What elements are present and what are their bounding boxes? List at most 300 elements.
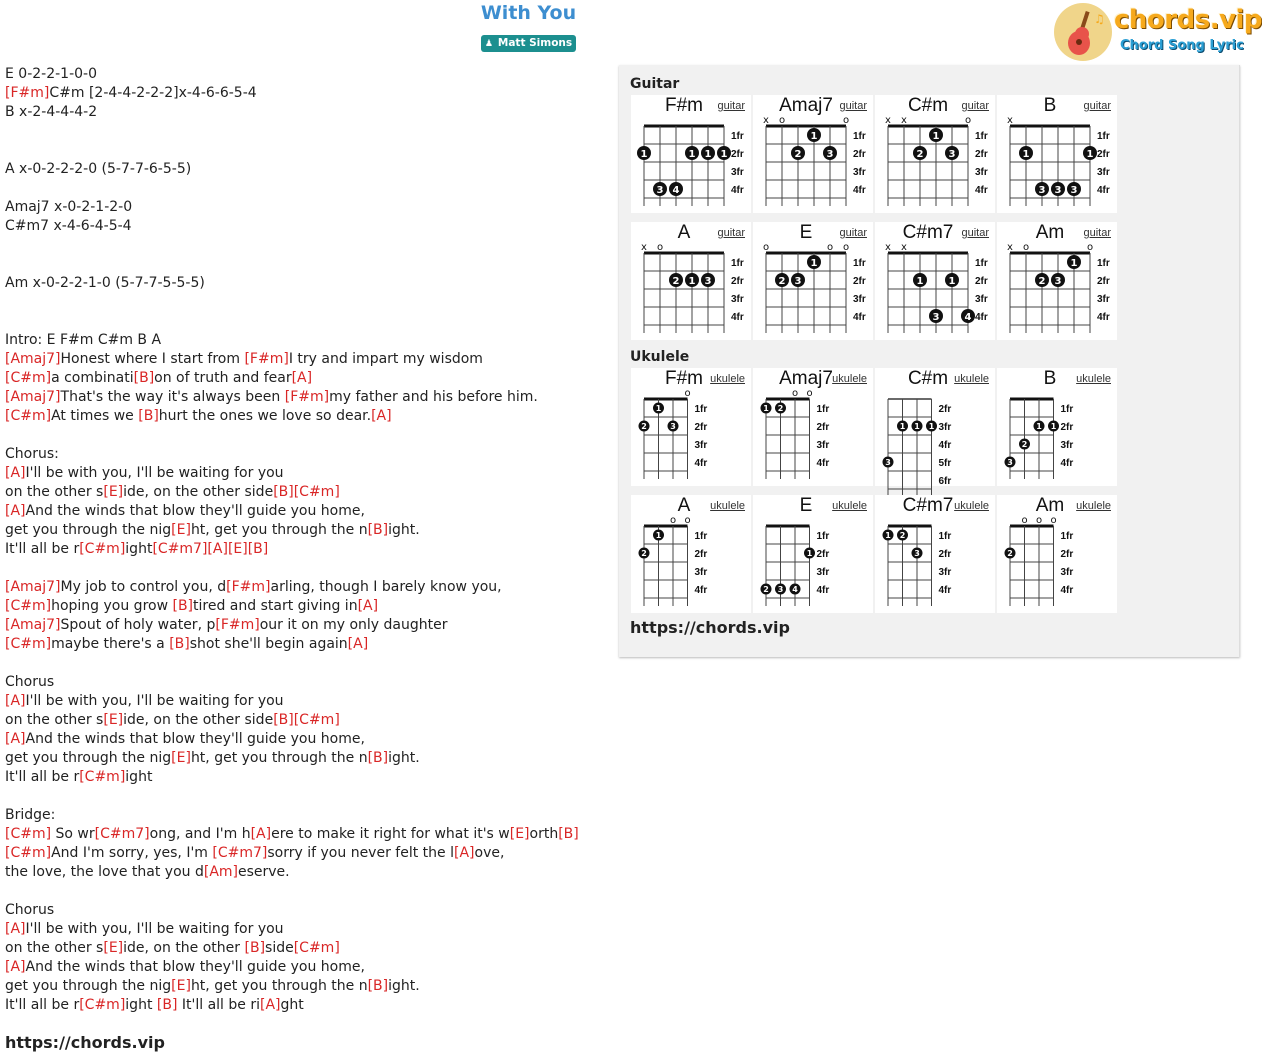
instrument-link[interactable]: guitar [1083,100,1111,112]
lyric-line [5,863,605,882]
fretboard-grid [753,495,873,613]
fret-number: 3fr [1097,167,1110,178]
chord-link[interactable]: [Amaj7] [5,389,61,405]
lyric-text: my father and his before him. [329,389,538,405]
fret-number: 1fr [694,404,708,415]
chord-link[interactable]: [A] [371,408,392,424]
chord-name: E [799,495,813,516]
chord-link[interactable]: [A] [453,845,475,861]
finger-number: 2 [778,276,786,287]
fret-number: 2fr [1060,422,1074,433]
lyric-text: hurt the ones we love so dear. [158,408,372,424]
chord-link[interactable]: [F#m] [226,579,271,595]
lyric-text: And the winds that blow they'll guide you home, [25,959,365,975]
lyric-text: Chorus [5,674,55,690]
fret-number: 3fr [853,294,866,305]
lyric-text: hoping you grow [51,598,173,614]
lyric-text: It'll all be r [5,769,80,785]
lyric-text: the love, the love that you d [5,864,204,880]
lyric-line [5,274,605,293]
chord-link[interactable]: [C#m7] [152,541,208,557]
chord-link[interactable]: [A] [5,731,26,747]
chord-link[interactable]: [A] [5,693,26,709]
chord-link[interactable]: [A] [5,959,26,975]
chord-link[interactable]: [B] [172,598,194,614]
song-title: With You [480,2,577,24]
lyric-text: A x-0-2-2-2-0 (5-7-7-6-5-5) [5,161,192,177]
lyric-text: eserve. [238,864,290,880]
finger-number: 1 [1036,422,1042,431]
finger-number: 3 [1038,185,1046,196]
fret-number: 4fr [1060,585,1074,596]
site-logo[interactable] [1054,3,1262,61]
lyric-line [5,331,605,350]
lyric-line [5,616,605,635]
chord-link[interactable]: [A] [5,503,26,519]
chord-link[interactable]: [E] [227,541,248,557]
lyric-line [5,540,605,559]
chord-link[interactable]: [E] [103,484,124,500]
finger-number: 3 [932,312,940,323]
lyric-line [5,293,605,312]
chord-name: C#m [907,368,949,389]
ukulele-chord-diagram-b[interactable] [997,368,1117,486]
instrument-link[interactable]: guitar [839,227,867,239]
finger-number: 1 [932,131,940,142]
lyric-text: I'll be with you, I'll be waiting for you [25,465,284,481]
fret-number: 4fr [938,440,952,451]
fret-number: 1fr [1097,258,1110,269]
chord-name: Am [1035,222,1065,243]
instrument-link[interactable]: guitar [961,227,989,239]
lyric-line [5,426,605,445]
lyric-line [5,521,605,540]
lyric-line [5,388,605,407]
instrument-link[interactable]: guitar [961,100,989,112]
fret-number: 2fr [853,149,866,160]
finger-number: 2 [641,549,647,558]
chord-link[interactable]: [C#m] [293,484,340,500]
chord-link[interactable]: [B] [367,750,389,766]
finger-number: 1 [688,276,696,287]
finger-number: 3 [826,149,834,160]
finger-number: 3 [885,458,891,467]
open-string-marker: o [1050,515,1057,526]
lyric-text: shot she'll begin again [189,636,348,652]
lyric-text: ight. [388,978,420,994]
chord-link[interactable]: [A] [259,997,281,1013]
chord-link[interactable]: [A] [291,370,313,386]
open-string-marker: o [842,242,850,253]
ukulele-chord-diagram-csharpm[interactable] [875,368,995,486]
fret-number: 2fr [1097,149,1110,160]
fret-number: 4fr [694,585,708,596]
fretboard-grid [631,222,751,340]
finger-number: 1 [1086,149,1094,160]
fret-number: 3fr [1060,440,1074,451]
lyric-text: ht, get you through the n [190,522,368,538]
open-string-marker: o [806,388,813,399]
instrument-link[interactable]: ukulele [832,500,867,512]
instrument-link[interactable]: guitar [1083,227,1111,239]
lyric-text: on the other s [5,712,104,728]
chord-link[interactable]: [A] [207,541,228,557]
finger-number: 2 [794,149,802,160]
logo-wordmark: chords.vip [1114,5,1262,35]
lyric-line [5,787,605,806]
panel-site-link[interactable]: https://chords.vip [630,618,790,637]
chord-link[interactable]: [A] [357,598,379,614]
lyric-line [5,312,605,331]
lyric-line [5,844,605,863]
lyric-text: ht, get you through the n [190,978,368,994]
lyric-line [5,445,605,464]
chord-link[interactable]: [C#m] [79,997,126,1013]
chord-link[interactable]: [C#m] [5,845,52,861]
chord-name: C#m [907,95,949,116]
fret-number: 4fr [694,458,708,469]
lyric-text: sorry if you never felt the l [267,845,454,861]
lyric-line [5,920,605,939]
fretboard-grid [997,95,1117,213]
instrument-link[interactable]: ukulele [954,373,989,385]
lyric-line [5,882,605,901]
fret-number: 2fr [975,276,988,287]
open-string-marker: o [964,115,972,126]
lyric-line [5,901,605,920]
ukulele-chord-diagram-e[interactable] [753,495,873,613]
chord-name: C#m7 [902,222,954,243]
lyric-text: It'll all be ri [177,997,260,1013]
finger-number: 4 [672,185,680,196]
finger-number: 2 [1021,440,1028,449]
instrument-link[interactable]: guitar [717,100,745,112]
lyric-text: on the other s [5,484,104,500]
fretboard-grid [875,95,995,213]
chord-link[interactable]: [A] [347,636,369,652]
fret-number: 3fr [938,422,952,433]
finger-number: 1 [916,276,924,287]
finger-number: 3 [656,185,664,196]
finger-number: 2 [641,422,647,431]
lyric-text: ere to make it right for what it's w [271,826,510,842]
lyric-text: Amaj7 x-0-2-1-2-0 [5,199,133,215]
instrument-link[interactable]: guitar [717,227,745,239]
lyric-text: ight [125,541,153,557]
lyric-line [5,255,605,274]
finger-number: 4 [964,312,972,323]
fret-number: 2fr [731,149,744,160]
finger-number: 1 [655,531,662,540]
lyric-line [5,977,605,996]
finger-number: 1 [640,149,648,160]
lyric-text: ide, on the other [123,940,245,956]
fret-number: 1fr [1060,404,1074,415]
lyric-text: on of truth and fear [154,370,292,386]
lyric-line [5,141,605,160]
chord-link[interactable]: [Amaj7] [5,617,61,633]
finger-number: 3 [1007,458,1013,467]
fret-number: 3fr [853,167,866,178]
finger-number: 3 [1054,276,1062,287]
fret-number: 3fr [938,567,952,578]
lyric-line [5,179,605,198]
finger-number: 2 [777,404,784,413]
chord-name: Amaj7 [779,95,833,116]
guitar-chord-diagram-fsharpm[interactable] [631,95,751,213]
chord-link[interactable]: [C#m] [5,636,52,652]
chord-link[interactable]: [E] [103,712,124,728]
instrument-link[interactable]: ukulele [1076,500,1111,512]
fret-number: 2fr [816,549,830,560]
guitar-chord-diagram-b[interactable] [997,95,1117,213]
chord-link[interactable]: [C#m] [5,408,52,424]
finger-number: 1 [914,422,920,431]
fret-number: 6fr [938,476,952,487]
fret-number: 3fr [816,440,830,451]
lyric-text: get you through the nig [5,750,172,766]
ukulele-chord-diagram-fsharpm[interactable] [631,368,751,486]
instrument-link[interactable]: guitar [839,100,867,112]
lyric-text: maybe there's a [51,636,170,652]
muted-string-marker: x [641,242,647,253]
chord-link[interactable]: [B] [244,940,266,956]
chord-link[interactable]: [B] [156,997,178,1013]
chord-link[interactable]: [C#m] [5,826,52,842]
guitar-chord-diagram-am[interactable] [997,222,1117,340]
fret-number: 3fr [975,167,988,178]
chord-link[interactable]: [E] [509,826,530,842]
lyric-line [5,806,605,825]
finger-number: 1 [806,549,813,558]
chord-link[interactable]: [C#m] [79,769,126,785]
lyric-line [5,369,605,388]
fretboard-grid [875,222,995,340]
ukulele-section-title: Ukulele [630,349,690,365]
open-string-marker: o [778,115,786,126]
finger-number: 3 [948,149,956,160]
lyric-line [5,407,605,426]
chord-link[interactable]: [C#m] [293,712,340,728]
chord-link[interactable]: [B] [138,408,159,424]
muted-string-marker: x [1007,242,1013,253]
fret-number: 2fr [938,404,952,415]
instrument-link[interactable]: ukulele [832,373,867,385]
finger-number: 3 [1070,185,1078,196]
person-icon: ♟ [484,39,493,49]
fret-number: 3fr [694,440,708,451]
guitar-section-title: Guitar [630,76,680,92]
finger-number: 2 [1038,276,1046,287]
open-string-marker: o [826,242,834,253]
chord-link[interactable]: [C#m] [5,598,52,614]
chord-link[interactable]: [E] [103,940,124,956]
chord-name: E [799,222,813,243]
chord-link[interactable]: [B] [367,978,389,994]
chord-link[interactable]: [C#m7] [94,826,150,842]
fretboard-grid [875,495,995,613]
fret-number: 2fr [816,422,830,433]
fret-number: 3fr [816,567,830,578]
lyric-line [5,692,605,711]
guitar-chord-diagram-amaj7[interactable] [753,95,873,213]
chord-link[interactable]: [E] [171,978,191,994]
finger-number: 2 [763,585,769,594]
muted-string-marker: x [1007,115,1013,126]
fret-number: 1fr [731,258,744,269]
open-string-marker: o [1035,515,1043,526]
fret-number: 4fr [1097,312,1110,323]
ukulele-chord-diagram-csharpm7[interactable] [875,495,995,613]
lyric-line [5,502,605,521]
chord-link[interactable]: [Amaj7] [5,351,61,367]
instrument-link[interactable]: ukulele [1076,373,1111,385]
chord-link[interactable]: [B] [273,712,294,728]
fret-number: 1fr [975,131,988,142]
muted-string-marker: x [901,242,907,253]
fret-number: 1fr [938,531,952,542]
footer-site-link[interactable]: https://chords.vip [5,1033,165,1052]
fret-number: 1fr [975,258,988,269]
finger-number: 1 [655,404,662,413]
chord-link[interactable]: [C#m7] [212,845,268,861]
finger-number: 4 [792,585,798,594]
fretboard-grid [631,495,751,613]
chord-name: B [1043,368,1057,389]
lyric-text: on the other s [5,940,104,956]
chord-name: C#m7 [902,495,954,516]
guitar-chord-diagram-csharpm7[interactable] [875,222,995,340]
fret-number: 3fr [731,167,744,178]
lyric-line [5,635,605,654]
lyric-text: ight. [388,522,420,538]
fret-number: 3fr [694,567,708,578]
ukulele-chord-diagram-a[interactable] [631,495,751,613]
lyric-line [5,768,605,787]
finger-number: 3 [914,549,920,558]
fret-number: 2fr [975,149,988,160]
lyric-line [5,578,605,597]
chord-link[interactable]: [C#m] [293,940,340,956]
chord-link[interactable]: [E] [171,750,191,766]
lyric-line [5,939,605,958]
fretboard-grid [997,495,1117,613]
finger-number: 1 [885,531,891,540]
chord-link[interactable]: [F#m] [284,389,330,405]
fret-number: 1fr [816,404,830,415]
lyric-text: Bridge: [5,807,56,823]
lyric-text: ght [280,997,304,1013]
ukulele-chord-diagram-am[interactable] [997,495,1117,613]
finger-number: 3 [704,276,712,287]
chord-link[interactable]: [B] [247,541,269,557]
chord-link[interactable]: [C#m] [79,541,126,557]
fret-number: 2fr [938,549,952,560]
chord-name: F#m [665,368,703,389]
guitar-chord-diagram-e[interactable] [753,222,873,340]
finger-number: 3 [777,585,784,594]
lyric-text: And the winds that blow they'll guide you home, [25,731,365,747]
lyric-text: I'll be with you, I'll be waiting for you [25,693,284,709]
chord-link[interactable]: [E] [171,522,191,538]
open-string-marker: o [1022,242,1030,253]
chord-name: F#m [665,95,703,116]
chord-link[interactable]: [A] [250,826,272,842]
finger-number: 3 [670,422,676,431]
lyric-text: It'll all be r [5,541,80,557]
fret-number: 2fr [731,276,744,287]
lyric-text: ight. [388,750,420,766]
chord-link[interactable]: [A] [5,921,26,937]
lyric-text: ight [125,769,153,785]
fretboard-grid [753,95,873,213]
open-string-marker: o [669,515,677,526]
lyric-text: And I'm sorry, yes, I'm [51,845,213,861]
finger-number: 1 [704,149,712,160]
logo-tagline: Chord Song Lyric [1120,38,1244,53]
chord-link[interactable]: [Amaj7] [5,579,61,595]
ukulele-chord-diagram-amaj7[interactable] [753,368,873,486]
instrument-link[interactable]: ukulele [710,373,745,385]
lyric-line [5,654,605,673]
lyric-text: That's the way it's always been [60,389,285,405]
lyric-text: ong, and I'm h [149,826,251,842]
chord-link[interactable]: [F#m] [215,617,260,633]
chord-link[interactable]: [B] [558,826,579,842]
chord-link[interactable]: [Am] [203,864,238,880]
fret-number: 3fr [1060,567,1074,578]
finger-number: 1 [1050,422,1057,431]
chord-link[interactable]: [B] [133,370,155,386]
chord-name: B [1043,95,1057,116]
chord-link[interactable]: [F#m] [5,85,50,101]
chord-name: A [677,222,691,243]
lyric-line [5,160,605,179]
lyric-text: ight [125,997,157,1013]
chord-diagram-panel [619,65,1240,657]
finger-number: 3 [1054,185,1062,196]
guitar-chord-diagram-a[interactable] [631,222,751,340]
lyric-text: My job to control you, d [60,579,227,595]
fret-number: 1fr [1097,131,1110,142]
guitar-chord-diagram-csharpm[interactable] [875,95,995,213]
chord-link[interactable]: [A] [5,465,26,481]
lyric-text: ove, [474,845,505,861]
chord-link[interactable]: [B] [273,484,294,500]
fret-number: 1fr [853,258,866,269]
instrument-link[interactable]: ukulele [710,500,745,512]
lyric-text: Intro: E F#m C#m B A [5,332,162,348]
fret-number: 2fr [694,422,708,433]
chord-link[interactable]: [C#m] [5,370,52,386]
chord-link[interactable]: [F#m] [244,351,289,367]
lyric-line [5,673,605,692]
open-string-marker: o [684,515,691,526]
lyric-line [5,711,605,730]
fret-number: 4fr [1097,185,1110,196]
chord-link[interactable]: [B] [367,522,389,538]
finger-number: 2 [916,149,924,160]
finger-number: 1 [928,422,935,431]
fret-number: 1fr [694,531,708,542]
instrument-link[interactable]: ukulele [954,500,989,512]
chord-link[interactable]: [B] [169,636,190,652]
lyric-text: our it on my only daughter [259,617,448,633]
lyric-text: At times we [51,408,139,424]
finger-number: 1 [1022,149,1030,160]
fretboard-grid [631,368,751,486]
artist-badge[interactable] [481,35,576,52]
